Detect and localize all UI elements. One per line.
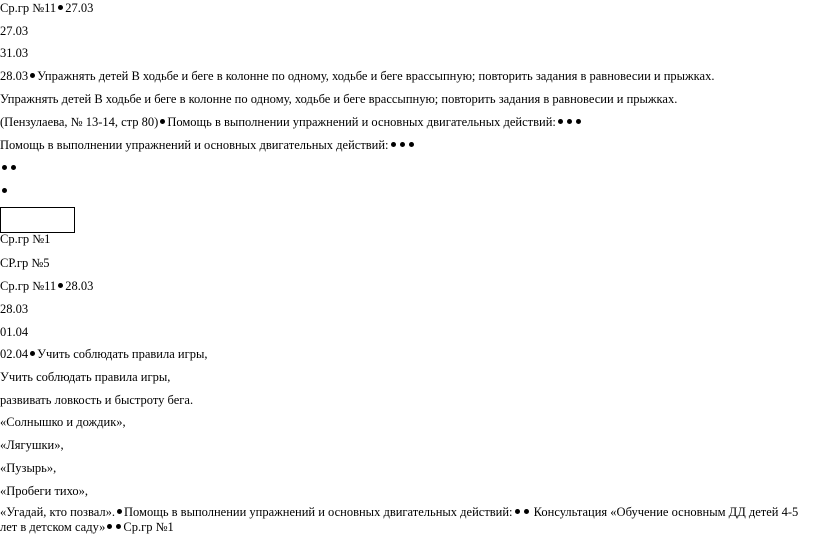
bullet-icon xyxy=(30,73,35,78)
line-12 xyxy=(0,279,93,294)
game-text: «Лягушки», xyxy=(0,438,64,452)
group-label: Ср.гр №11 xyxy=(0,279,57,293)
game-text: «Солнышко и дождик», xyxy=(0,415,126,429)
bullet-icon xyxy=(2,165,7,170)
task-text: Учить соблюдать правила игры, xyxy=(0,370,171,384)
reference-text: (Пензулаева, № 13-14, стр 80) xyxy=(0,115,159,129)
help-text: Помощь в выполнении упражнений и основных двигательных действий: xyxy=(0,138,389,152)
bullet-icon xyxy=(400,142,405,147)
bullet-icon xyxy=(58,283,63,288)
game-text: «Угадай, кто позвал». xyxy=(0,505,115,519)
date-text: 28.03 xyxy=(65,279,94,293)
bullet-icon xyxy=(2,188,7,193)
line-9 xyxy=(0,184,9,199)
bullet-icon xyxy=(567,119,572,124)
group-label: Ср.гр №11 xyxy=(0,1,57,15)
bullet-icon xyxy=(116,524,121,529)
line-7 xyxy=(0,138,416,153)
line-13 xyxy=(0,302,28,317)
bullet-icon xyxy=(30,351,35,356)
date-text: 31.03 xyxy=(0,46,29,60)
line-3 xyxy=(0,46,28,61)
bullet-icon xyxy=(391,142,396,147)
line-16 xyxy=(0,370,170,385)
help-text: Помощь в выполнении упражнений и основных двигательных действий: xyxy=(167,115,556,129)
group-label: СР.гр №5 xyxy=(0,256,50,270)
line-14 xyxy=(0,325,28,340)
bullet-icon xyxy=(107,524,112,529)
empty-box xyxy=(0,207,75,233)
date-text: 01.04 xyxy=(0,325,29,339)
date-text: 28.03 xyxy=(0,69,29,83)
bullet-icon xyxy=(558,119,563,124)
line-22 xyxy=(0,505,812,535)
date-text: 27.03 xyxy=(65,1,94,15)
bullet-icon xyxy=(160,119,165,124)
group-label: Ср.гр №1 xyxy=(123,520,174,534)
bullet-icon xyxy=(409,142,414,147)
line-2 xyxy=(0,24,28,39)
bullet-icon xyxy=(11,165,16,170)
task-text: Упражнять детей В ходьбе и беге в колонне по одному, ходьбе и беге врассыпную; повторить задания в равновесии и прыжках. xyxy=(37,69,715,83)
line-21 xyxy=(0,484,88,499)
bullet-icon xyxy=(524,509,529,514)
task-text: развивать ловкость и быстроту бега. xyxy=(0,393,194,407)
bullet-icon xyxy=(515,509,520,514)
line-18 xyxy=(0,415,126,430)
line-19 xyxy=(0,438,64,453)
game-text: «Пузырь», xyxy=(0,461,57,475)
line-5 xyxy=(0,92,677,107)
date-text: 27.03 xyxy=(0,24,29,38)
date-text: 02.04 xyxy=(0,347,29,361)
line-15 xyxy=(0,347,207,362)
line-6 xyxy=(0,115,583,130)
line-11 xyxy=(0,256,50,271)
line-4 xyxy=(0,69,714,84)
task-text: Учить соблюдать правила игры, xyxy=(37,347,208,361)
help-text: Помощь в выполнении упражнений и основных двигательных действий: xyxy=(124,505,513,519)
group-label: Ср.гр №1 xyxy=(0,232,51,246)
bullet-icon xyxy=(117,509,122,514)
bullet-icon xyxy=(58,5,63,10)
line-1 xyxy=(0,1,93,16)
line-17 xyxy=(0,393,193,408)
line-8 xyxy=(0,161,18,176)
game-text: «Пробеги тихо», xyxy=(0,484,89,498)
consultation-text: Консультация «Обучение основным ДД детей 4-5 лет в детском саду» xyxy=(0,505,799,534)
task-text: Упражнять детей В ходьбе и беге в колонне по одному, ходьбе и беге врассыпную; повторить задания в равновесии и прыжках. xyxy=(0,92,678,106)
date-text: 28.03 xyxy=(0,302,29,316)
bullet-icon xyxy=(576,119,581,124)
line-10 xyxy=(0,232,50,247)
line-20 xyxy=(0,461,56,476)
